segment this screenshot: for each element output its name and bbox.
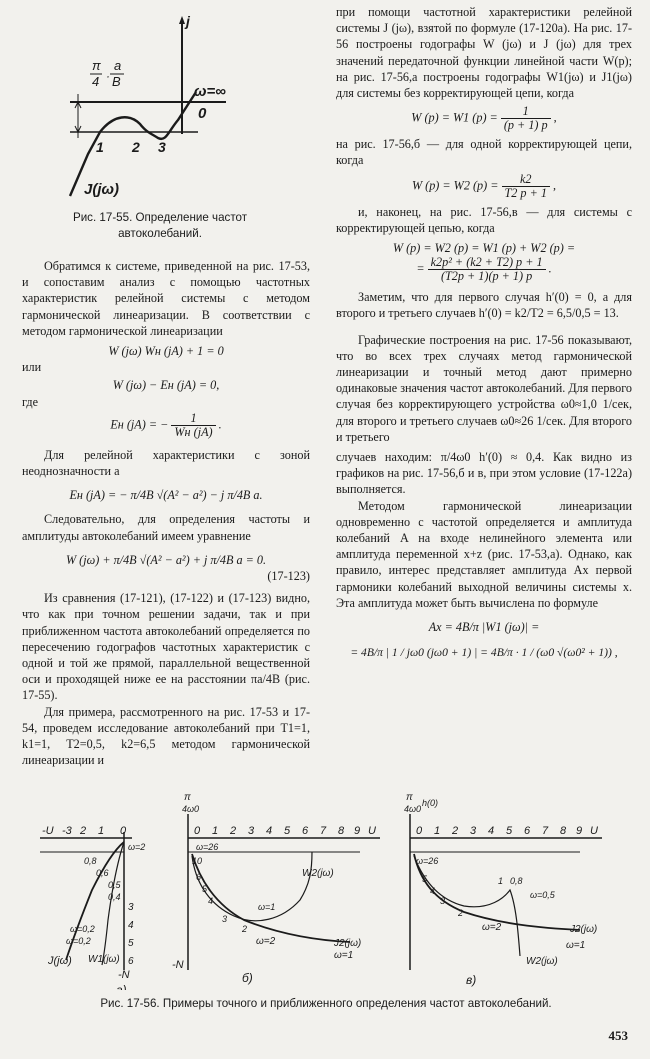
panel-b-end: -N: [172, 959, 184, 971]
panel-a-omega-5: ω=0,2: [70, 924, 95, 934]
left-eq-3-end: .: [218, 417, 222, 432]
panel-a-scale-1: 4: [128, 920, 134, 931]
panel-c-point-5: 0,8: [510, 876, 523, 886]
right-eq-1-frac: [501, 105, 551, 132]
panel-c-header-den: 4ω0: [404, 804, 422, 814]
caption-17-56: Рис. 17-56. Примеры точного и приближенного определения частот автоколебаний.: [100, 997, 552, 1010]
panel-c: [404, 792, 602, 987]
panel-a-omega-2: 0,6: [96, 868, 109, 878]
right-eq-3a: W (p) = W2 (p) = W1 (p) + W2 (p) =: [392, 241, 576, 256]
panel-a-tick-0: -3: [62, 825, 72, 837]
panel-c-tick-6: 6: [524, 825, 531, 837]
panel-b-header-den: 4ω0: [182, 804, 200, 814]
panel-c-tick-3: 3: [470, 825, 477, 837]
panel-b-tick-10: U: [368, 825, 376, 837]
caption-17-55-line1: Рис. 17-55. Определение частот: [72, 211, 248, 224]
panel-c-tick-5: 5: [506, 825, 513, 837]
panel-b-omega-3: ω=1: [334, 950, 354, 961]
panel-b-curve-j: J2(jω): [334, 938, 362, 949]
panel-a-omega-1: 0,8: [84, 856, 97, 866]
right-para-5b: случаев находим: π/4ω0 h′(0) ≈ 0,4. Как видно из графиков на рис. 17-56,б и в, при этом условие (17-122а) выполняется.: [336, 450, 632, 497]
left-eq-3-den: Wн (jA): [174, 424, 213, 439]
figure-17-55-svg: [48, 14, 228, 204]
right-para-4: Заметим, что для первого случая h′(0) = 0, а для второго и третьего случаев h′(0) = k2/T2 = 6,5/0,5 = 13.: [336, 290, 632, 321]
panel-a-curve-w: W1(jω): [88, 954, 120, 965]
panel-a-scale-2: 5: [128, 938, 134, 949]
panel-b-point-2: 5: [202, 884, 208, 894]
right-eq-5: = 4B/π | 1 / jω0 (jω0 + 1) | = 4B/π · 1 / (ω0 √(ω0² + 1)) ,: [350, 646, 618, 660]
phase-den: 4: [92, 74, 100, 89]
left-eq-3: [22, 412, 310, 439]
panel-a-curve-j: J(jω): [48, 955, 72, 967]
right-eq-3b: = $\frac{\text{k2p² + (k2 + T2) p + 1}}{(T2p + 1)(p + 1) p}$ .: [416, 255, 552, 284]
right-eq-2-num: k2: [502, 173, 550, 187]
panel-b-point-1: 6: [196, 872, 202, 882]
phase-num: π: [92, 58, 101, 73]
panel-c-tick-1: 1: [434, 825, 441, 837]
panel-c-curve-w: W2(jω): [526, 956, 558, 967]
panel-c-tick-10: U: [590, 825, 598, 837]
left-eq-4: Eн (jA) = − π/4B √(A² − a²) − j π/4B a.: [69, 488, 263, 503]
right-eq-1-end: ,: [553, 110, 557, 125]
right-eq-3-frac: [428, 256, 546, 283]
right-eq-1-num: 1: [501, 105, 551, 119]
right-eq-1-lhs: W (p) = W1 (p) =: [411, 110, 498, 125]
left-eq-3-num: 1: [171, 412, 215, 426]
panel-c-point-3: 2: [458, 908, 464, 918]
curve-label: J(jω): [84, 181, 120, 198]
panel-a-scale-0: 3: [128, 902, 134, 913]
figure-17-55: [48, 14, 228, 204]
right-eq-1: [336, 105, 632, 132]
panel-b-tick-2: 2: [230, 825, 237, 837]
right-para-2: на рис. 17-56,б — для одной корректирующей цепи, когда: [336, 137, 632, 168]
panel-a-scale-3: 6: [128, 956, 134, 967]
right-eq-2: [336, 173, 632, 200]
panel-c-omega-2: ω=2: [482, 922, 502, 933]
panel-c-tick-9: 9: [576, 825, 583, 837]
panel-b-point-4: 3: [222, 914, 228, 924]
point-2: 2: [132, 139, 140, 155]
panel-c-tick-4: 4: [488, 825, 495, 837]
j-axis-label: j: [186, 14, 190, 29]
panel-a-label: а): [116, 983, 127, 990]
panel-a-omega-6: ω=0,2: [66, 936, 91, 946]
panel-b-point-0: 10: [192, 856, 203, 866]
right-para-3: и, наконец, на рис. 17-56,в — для системы с корректирующей цепью, когда: [336, 204, 632, 235]
left-para-3: Следовательно, для определения частоты и амплитуды автоколебаний имеем уравнение: [22, 512, 310, 543]
panel-b-tick-7: 7: [320, 825, 327, 837]
panel-b-tick-1: 1: [212, 825, 219, 837]
right-eq-3-den: (T2p + 1)(p + 1) p: [440, 269, 533, 284]
left-para-1: Обратимся к системе, приведенной на рис. 17-53, и сопоставим анализ с помощью частотных характеристик релейной системы с методом гармонической линеаризации. В соответствии с методом гармонической линеаризации: [22, 259, 310, 338]
panel-a-tick-3: 0: [120, 825, 127, 837]
panel-b-curve-w: W2(jω): [302, 868, 334, 879]
right-eq-3-end: .: [548, 261, 552, 276]
left-eq-1: W (jω) Wн (jA) + 1 = 0: [108, 344, 224, 359]
point-3: 3: [158, 139, 166, 155]
right-eq-2-frac: [502, 173, 550, 200]
panel-c-omega-1: ω=0,5: [530, 890, 555, 900]
left-eq-5: W (jω) + π/4B √(A² − a²) + j π/4B a = 0.: [65, 552, 267, 567]
panel-c-point-4: 1: [498, 876, 504, 886]
right-para-1: при помощи частотной характеристики релейной системы J (jω), взятой по формуле (17-120а). На рис. 17-56 построены годографы W (jω) и J (jω) для трех значений передаточной функции линейной части W(p); на рис. 17-56,а построены годографы W1(jω) и J1(jω) для системы без корректирующей цепи, когда: [336, 5, 632, 101]
panel-a-prefix: -U: [42, 825, 54, 837]
panel-a-end: -N: [118, 969, 130, 981]
panel-c-point-2: 3: [440, 896, 446, 906]
panel-a-omega-0: ω=2: [128, 842, 146, 852]
panel-b-tick-6: 6: [302, 825, 309, 837]
panel-c-header-num: π: [406, 792, 413, 803]
panel-c-tick-7: 7: [542, 825, 549, 837]
left-para-2: Для релейной характеристики с зоной неоднозначности a: [22, 447, 310, 479]
panel-b-tick-8: 8: [338, 825, 345, 837]
left-eq-3-frac: [171, 412, 215, 439]
panel-a: [40, 825, 145, 990]
panel-b-tick-5: 5: [284, 825, 291, 837]
point-1: 1: [96, 139, 104, 155]
caption-17-55-line2: автоколебаний.: [118, 227, 202, 241]
left-where: где: [22, 394, 39, 409]
panel-c-point-1: 4: [430, 886, 436, 896]
right-eq-2-end: ,: [553, 177, 557, 192]
panel-b-omega-2: ω=2: [256, 936, 276, 947]
right-eq-2-lhs: W (p) = W2 (p) =: [411, 177, 499, 192]
left-column: [22, 258, 310, 768]
left-eq-5-number: (17-123): [267, 569, 310, 584]
panel-b-point-3: 4: [208, 896, 214, 906]
panel-b-tick-4: 4: [266, 825, 273, 837]
panel-b-omega-1: ω=1: [258, 902, 276, 912]
amp-den: B: [112, 74, 121, 89]
panel-a-tick-1: 2: [80, 825, 87, 837]
panel-b-point-5: 2: [242, 924, 248, 934]
panel-b-tick-0: 0: [194, 825, 201, 837]
panel-a-omega-4: 0,4: [108, 892, 121, 902]
left-or: или: [22, 360, 42, 375]
panel-c-omega-3: ω=1: [566, 940, 586, 951]
right-eq-2-den: T2 p + 1: [504, 185, 547, 200]
panel-b: [172, 792, 380, 985]
panel-c-omega-0: ω=26: [416, 856, 439, 866]
panel-b-tick-9: 9: [354, 825, 361, 837]
right-para-6: Методом гармонической линеаризации одновременно с частотой определяется и амплитуда колебаний A на входе нелинейного элемента или амплитуда переменной x+z (рис. 17-53,а). Однако, как правило, интерес представляет амплитуда Ax первой гармоники колебаний выходной величины системы x. Эта амплитуда может быть вычислена по формуле: [336, 498, 632, 610]
page-number: 453: [608, 1028, 628, 1043]
figure-17-56-svg: [20, 770, 632, 990]
right-para-5: Графические построения на рис. 17-56 показывают, что во всех трех случаях метод гармонической линеаризации и точный метод дают примерно одинаковые значения частот автоколебаний. Для первого случая без корректирующего устройства ω0≈1,0 1/сек, для второго и третьего случаев ω0≈26 1/сек. Для второго и третьего: [336, 332, 632, 444]
panel-c-tick-2: 2: [452, 825, 459, 837]
panel-b-label: б): [242, 971, 253, 985]
left-para-5: Для примера, рассмотренного на рис. 17-53 и 17-54, проведем исследование автоколебаний при T1=1, k1=1, T2=0,5, k2=6,5 методом гармонической линеаризации и: [22, 704, 310, 768]
right-column: [336, 4, 632, 662]
panel-c-point-0: 5: [422, 874, 428, 884]
right-eq-4: Ax = 4B/π |W1 (jω)| =: [428, 620, 540, 635]
panel-b-omega-0: ω=26: [196, 842, 219, 852]
panel-b-tick-3: 3: [248, 825, 255, 837]
caption-17-55: [40, 210, 280, 242]
panel-c-header-h: h(0): [422, 798, 439, 808]
left-para-4: Из сравнения (17-121), (17-122) и (17-123) видно, что как при точном решении задачи, так и при приближенном частота автоколебаний определяется по пересечению годографов частотных характеристик с одной и той же прямой, параллельной вещественной оси и проходящей ниже ее на расстоянии πa/4B (рис. 17-55).: [22, 591, 310, 703]
left-eq-3-lhs: Eн (jA) = −: [110, 417, 169, 432]
panel-c-curve-j: J2(jω): [570, 924, 598, 935]
right-eq-3-num: k2p² + (k2 + T2) p + 1: [428, 256, 546, 270]
panel-c-label: в): [466, 973, 477, 987]
right-eq-1-den: (p + 1) p: [503, 118, 548, 133]
amp-num: a: [114, 58, 122, 73]
svg-text:·: ·: [106, 69, 110, 83]
origin-label: 0: [198, 105, 207, 122]
omega-inf-label: ω=∞: [194, 83, 226, 100]
panel-c-tick-0: 0: [416, 825, 423, 837]
panel-b-header-num: π: [184, 792, 191, 803]
panel-a-tick-2: 1: [98, 825, 105, 837]
panel-c-tick-8: 8: [560, 825, 567, 837]
left-eq-2: W (jω) − Eн (jA) = 0,: [112, 378, 220, 393]
figure-17-56: [20, 770, 632, 990]
panel-a-omega-3: 0,5: [108, 880, 121, 890]
